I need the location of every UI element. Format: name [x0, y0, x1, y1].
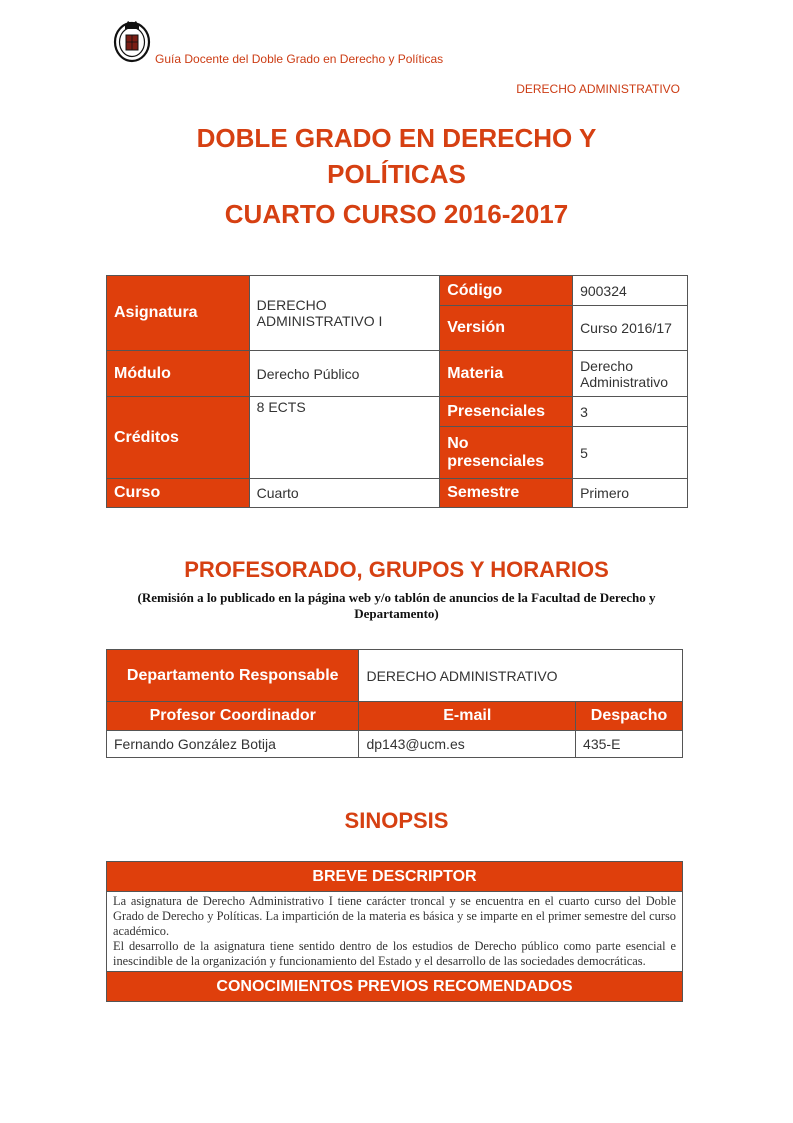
codigo-value: 900324 [573, 276, 688, 306]
staff-table [106, 649, 683, 758]
presenciales-label: Presenciales [440, 397, 573, 427]
university-crest-icon [112, 16, 152, 64]
modulo-value: Derecho Público [249, 351, 440, 397]
prior-knowledge-header: CONOCIMIENTOS PREVIOS RECOMENDADOS [107, 972, 683, 1002]
creditos-value: 8 ECTS [249, 397, 440, 479]
department-value: DERECHO ADMINISTRATIVO [359, 650, 683, 702]
descriptor-header: BREVE DESCRIPTOR [107, 862, 683, 892]
semestre-label: Semestre [440, 479, 573, 508]
descriptor-paragraph-2: El desarrollo de la asignatura tiene sentido dentro de los estudios de Derecho público como parte esencial e inescindible de la organización y funcionamiento del Estado y el desarrollo de las sociedades democráticas. [113, 939, 676, 968]
creditos-label: Créditos [107, 397, 250, 479]
coordinator-office: 435-E [576, 731, 683, 758]
coordinator-email: dp143@ucm.es [359, 731, 576, 758]
office-header: Despacho [576, 702, 683, 731]
title-line-2: POLÍTICAS [327, 159, 466, 189]
coordinator-header: Profesor Coordinador [107, 702, 359, 731]
materia-value: Derecho Administrativo [573, 351, 688, 397]
title-line-1: DOBLE GRADO EN DERECHO Y [196, 123, 597, 153]
email-header: E-mail [359, 702, 576, 731]
title-line-3: CUARTO CURSO 2016-2017 [224, 199, 569, 229]
subject-header-text: DERECHO ADMINISTRATIVO [516, 82, 680, 96]
asignatura-value: DERECHO ADMINISTRATIVO I [249, 276, 440, 351]
synopsis-heading: SINOPSIS [344, 808, 449, 833]
coordinator-name: Fernando González Botija [107, 731, 359, 758]
course-info-table [106, 275, 688, 508]
version-label: Versión [440, 306, 573, 351]
page-title [0, 120, 793, 232]
modulo-label: Módulo [107, 351, 250, 397]
descriptor-text [107, 892, 683, 972]
version-value: Curso 2016/17 [573, 306, 688, 351]
staff-section-note: (Remisión a lo publicado en la página web y/o tablón de anuncios de la Facultad de Derecho y Departamento) [137, 590, 656, 621]
synopsis-table [106, 861, 683, 1002]
semestre-value: Primero [573, 479, 688, 508]
no-presenciales-value: 5 [573, 427, 688, 479]
no-presenciales-label: No presenciales [440, 427, 573, 479]
materia-label: Materia [440, 351, 573, 397]
codigo-label: Código [440, 276, 573, 306]
department-label: Departamento Responsable [107, 650, 359, 702]
presenciales-value: 3 [573, 397, 688, 427]
descriptor-paragraph-1: La asignatura de Derecho Administrativo I tiene carácter troncal y se encuentra en el cuarto curso del Doble Grado de Derecho y Políticas. La impartición de la materia es básica y se imparte en el primer semestre del curso académico. [113, 894, 676, 938]
guide-header-text: Guía Docente del Doble Grado en Derecho y Políticas [155, 52, 444, 66]
curso-label: Curso [107, 479, 250, 508]
curso-value: Cuarto [249, 479, 440, 508]
asignatura-label: Asignatura [107, 276, 250, 351]
staff-section-heading: PROFESORADO, GRUPOS Y HORARIOS [184, 557, 609, 582]
